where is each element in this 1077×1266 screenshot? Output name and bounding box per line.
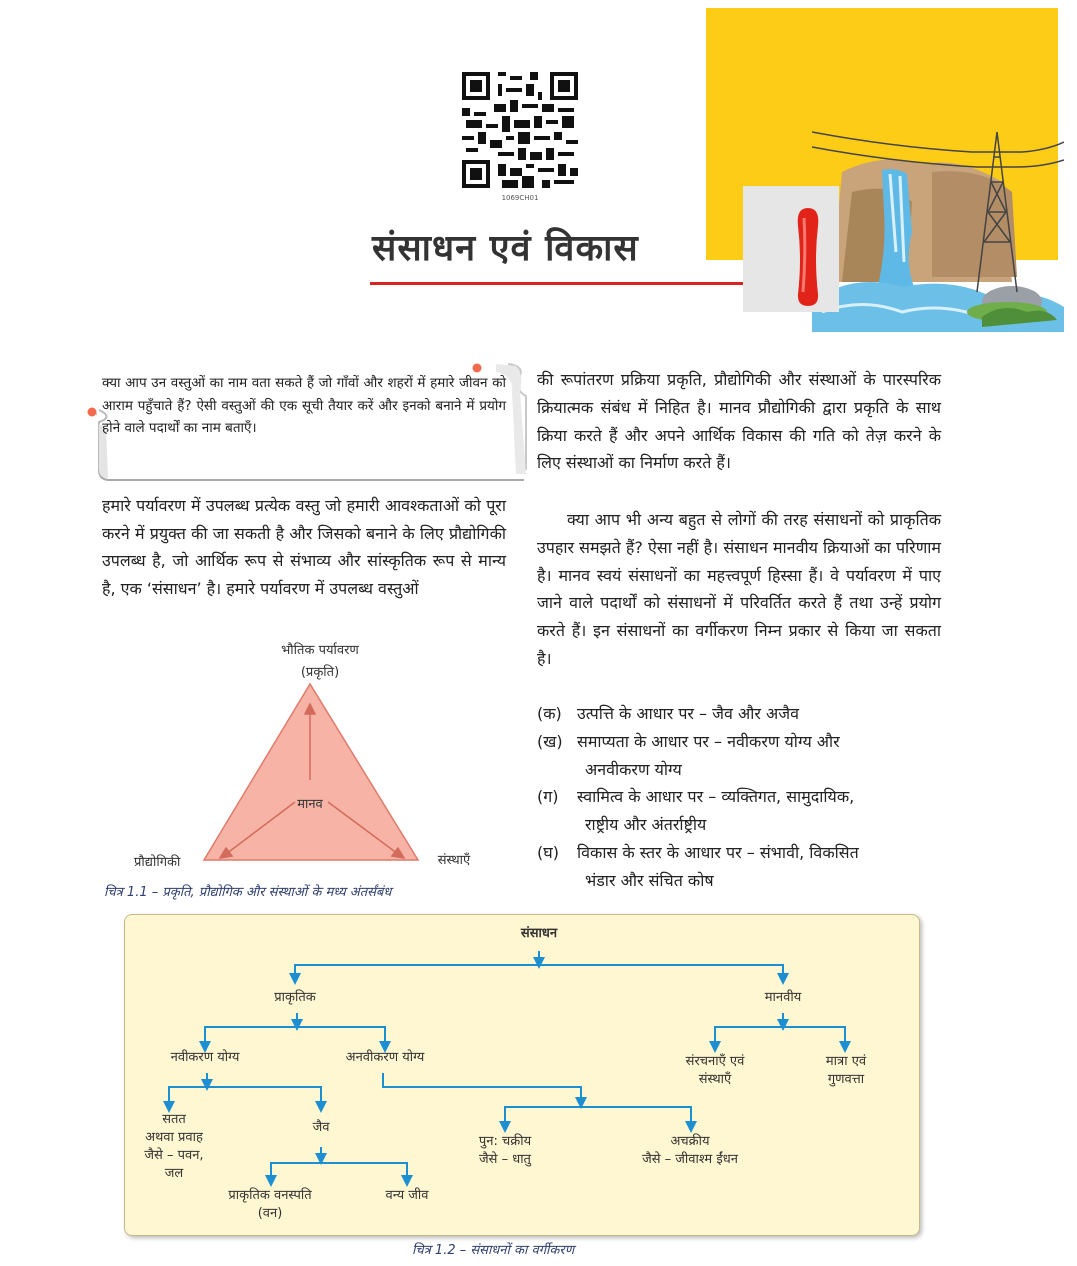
qr-code-label: 1069CH01 [501, 194, 539, 202]
flow-root-node: संसाधन [520, 926, 558, 941]
left-paragraph: हमारे पर्यावरण में उपलब्ध प्रत्येक वस्तु जो हमारी आवश्कताओं को पूरा करने में प्रयुक्त की जा सकती है और जिसको बनाने के लिए प्रौद्योगिकी उपलब्ध है, जो आर्थिक रूप से संभाव्य और सांस्कृतिक रूप से मान्य है, एक ‘संसाधन’ है। हमारे पर्यावरण में उपलब्ध वस्तुओं [102, 496, 506, 598]
flow-nonrenewable-node: अनवीकरण योग्य [345, 1050, 425, 1065]
figure-1-top-label: भौतिक पर्यावरण [281, 643, 359, 658]
flow-natural-node: प्राकृतिक [274, 990, 316, 1005]
waterfall-and-power-tower-illustration [812, 112, 1064, 332]
classification-item: (घ) विकास के स्तर के आधार पर – संभावी, विकसित भंडार और संचित कोष [537, 842, 859, 890]
figure-1-center-label: मानव [297, 797, 323, 812]
flow-vegetation-node: प्राकृतिक वनस्पति (वन) [228, 1188, 312, 1221]
flow-renewable-node: नवीकरण योग्य [170, 1050, 240, 1065]
qr-code-image [462, 72, 578, 188]
flow-biotic-node: जैव [312, 1120, 330, 1135]
flow-structures-node: संरचनाएँ एवं संस्थाएँ [685, 1054, 745, 1087]
chapter-number-card [743, 186, 839, 312]
figure-1-caption: चित्र 1.1 – प्रकृति, प्रौद्योगिक और संस्थाओं के मध्य अंतर्संबंध [104, 885, 392, 900]
flow-wildlife-node: वन्य जीव [385, 1188, 429, 1203]
classification-item: (ग) स्वामित्व के आधार पर – व्यक्तिगत, सामुदायिक, राष्ट्रीय और अंतर्राष्ट्रीय [537, 787, 855, 835]
figure-1-left-label: प्रौद्योगिकी [134, 855, 181, 870]
chapter-number [792, 204, 824, 308]
flow-continuous-node: सतत अथवा प्रवाह जैसे – पवन, जल [144, 1112, 204, 1181]
figure-2-classification-flowchart [124, 914, 920, 1236]
right-paragraph-1: की रूपांतरण प्रक्रिया प्रकृति, प्रौद्योगिकी और संस्थाओं के पारस्परिक क्रियात्मक संबंध में निहित है। मानव प्रौद्योगिकी द्वारा प्रकृति के साथ क्रिया करते हैं और अपने आर्थिक विकास की गति को तेज़ करने के लिए संस्थाओं का निर्माण करते हैं। [537, 370, 941, 473]
activity-text: क्या आप उन वस्तुओं का नाम वता सकते हैं जो गाँवों और शहरों में हमारे जीवन को आराम पहुँचाते हैं? ऐसी वस्तुओं की एक सूची तैयार करें और इनको बनाने में प्रयोग होने वाले पदार्थों का नाम बताएँ। [102, 375, 506, 436]
figure-1-top-sublabel: (प्रकृति) [300, 665, 340, 680]
classification-list [537, 700, 947, 895]
flow-nonrecyclable-node: अचक्रीय जैसे – जीवाश्म ईंधन [642, 1134, 738, 1167]
classification-item: (ख) समाप्यता के आधार पर – नवीकरण योग्य और अनवीकरण योग्य [537, 731, 840, 779]
classification-item: (क) उत्पत्ति के आधार पर – जैव और अजैव [537, 704, 799, 723]
figure-1-right-label: संस्थाएँ [437, 853, 471, 868]
chapter-title: संसाधन एवं विकास [372, 228, 639, 269]
right-paragraph-2: क्या आप भी अन्य बहुत से लोगों की तरह संसाधनों को प्राकृतिक उपहार समझते हैं? ऐसा नहीं है। संसाधन मानवीय क्रियाओं का परिणाम है। मानव स्वयं संसाधनों का महत्त्वपूर्ण हिस्सा हैं। वे पर्यावरण में पाए जाने वाले पदार्थों को संसाधनों में परिवर्तित करते हैं तथा उन्हें प्रयोग करते हैं। इन संसाधनों का वर्गीकरण निम्न प्रकार से किया जा सकता है। [537, 510, 941, 668]
figure-2-caption: चित्र 1.2 – संसाधनों का वर्गीकरण [412, 1243, 575, 1258]
flow-human-node: मानवीय [764, 990, 802, 1005]
figure-1-triangle-diagram [120, 640, 520, 880]
flow-quantity-node: मात्रा एवं गुणवत्ता [825, 1054, 867, 1087]
flow-recyclable-node: पुन: चक्रीय जैसे – धातु [478, 1134, 532, 1167]
